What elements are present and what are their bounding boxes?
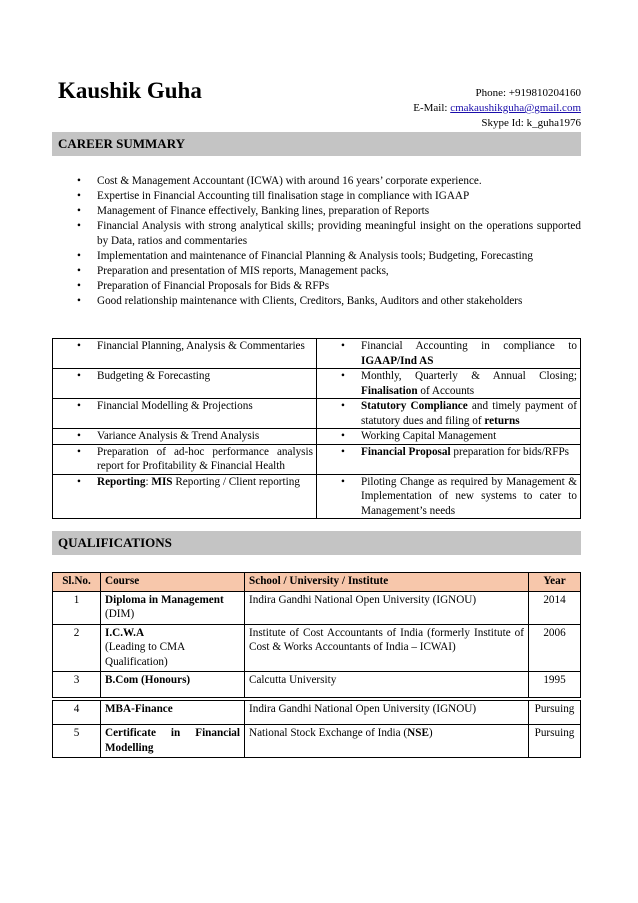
school-text: National Stock Exchange of India (: [249, 727, 408, 739]
course-note: (DIM): [105, 608, 135, 620]
skill-text: and timely payment of statutory dues and filing of: [361, 400, 577, 427]
skill-text: Variance Analysis & Trend Analysis: [97, 430, 260, 442]
sl-cell: 2: [53, 624, 101, 672]
qualifications-heading: QUALIFICATIONS: [52, 531, 581, 555]
table-row: [53, 701, 581, 725]
school-cell: Indira Gandhi National Open University (IGNOU): [245, 591, 529, 624]
column-header: School / University / Institute: [245, 573, 529, 592]
school-text: ): [428, 727, 433, 739]
table-row: [53, 725, 581, 758]
skill-text-bold: IGAAP/Ind AS: [361, 354, 434, 367]
year-cell: Pursuing: [529, 725, 581, 758]
skill-text-bold: Financial Proposal: [361, 445, 451, 458]
skills-table: [52, 338, 581, 519]
skill-text: preparation for bids/RFPs: [450, 445, 570, 458]
additional-qualifications-table: [52, 700, 581, 758]
school-text-bold: NSE: [407, 727, 429, 739]
list-item: • Management of Finance effectively, Banking lines, preparation of Reports: [52, 204, 581, 219]
qualifications-table: [52, 572, 581, 698]
skill-text: Working Capital Management: [361, 430, 497, 442]
list-item: • Preparation and presentation of MIS reports, Management packs,: [52, 264, 581, 279]
skill-text: Reporting / Client reporting: [172, 475, 300, 488]
year-cell: Pursuing: [529, 701, 581, 725]
column-header: Course: [101, 573, 245, 592]
sl-cell: 5: [53, 725, 101, 758]
skill-cell: [317, 429, 581, 445]
skill-cell: [53, 444, 317, 474]
phone-text: Phone: +919810204160: [475, 87, 581, 99]
table-row: [53, 591, 581, 624]
skill-text: Piloting Change as required by Management & Implementation of new systems to cater to Management’s needs: [361, 475, 577, 517]
career-summary-list: [52, 174, 581, 309]
course-name: Diploma in Management: [105, 593, 224, 606]
skill-text: Preparation of ad-hoc performance analysis report for Profitability & Financial Health: [97, 445, 313, 472]
candidate-name: Kaushik Guha: [58, 78, 202, 103]
list-item: • Implementation and maintenance of Financial Planning & Analysis tools; Budgeting, Forecasting: [52, 249, 581, 264]
table-row: [53, 474, 581, 519]
skill-text-bold: MIS: [151, 475, 173, 488]
skill-text-bold: returns: [484, 414, 520, 427]
skill-text-bold: Statutory Compliance: [361, 400, 468, 412]
table-row: [53, 399, 581, 429]
sl-cell: 4: [53, 701, 101, 725]
course-cell: [101, 591, 245, 624]
skill-text: Budgeting & Forecasting: [97, 370, 211, 382]
skill-text: Financial Modelling & Projections: [97, 400, 253, 412]
table-row: [53, 369, 581, 399]
skill-cell: [317, 369, 581, 399]
year-cell: 2006: [529, 624, 581, 672]
skype-text: Skype Id: k_guha1976: [481, 117, 581, 129]
course-cell: MBA-Finance: [101, 701, 245, 725]
email-link[interactable]: cmakaushikguha@gmail.com: [450, 102, 581, 114]
table-row: [53, 624, 581, 672]
course-name: I.C.W.A: [105, 626, 145, 639]
contact-block: [413, 86, 581, 131]
column-header: Year: [529, 573, 581, 592]
school-cell: Indira Gandhi National Open University (IGNOU): [245, 701, 529, 725]
list-item: • Preparation of Financial Proposals for Bids & RFPs: [52, 279, 581, 294]
school-cell: Institute of Cost Accountants of India (formerly Institute of Cost & Works Accountants of India – ICWAI): [245, 624, 529, 672]
email-label: E-Mail:: [413, 102, 451, 114]
school-cell: Calcutta University: [245, 672, 529, 698]
school-cell: [245, 725, 529, 758]
table-row: [53, 444, 581, 474]
course-cell: [101, 624, 245, 672]
list-item: • Cost & Management Accountant (ICWA) with around 16 years’ corporate experience.: [52, 174, 581, 189]
skill-text: of Accounts: [417, 384, 475, 397]
skill-text-bold: Reporting: [97, 475, 146, 488]
skill-text: Monthly, Quarterly & Annual Closing;: [361, 370, 577, 382]
email-line: [413, 101, 581, 116]
career-summary-heading: CAREER SUMMARY: [52, 132, 581, 156]
table-header-row: [53, 573, 581, 592]
course-note: (Leading to CMA Qualification): [105, 641, 185, 668]
table-row: [53, 339, 581, 369]
skill-cell: [53, 429, 317, 445]
skill-cell: [317, 444, 581, 474]
list-item: • Expertise in Financial Accounting till finalisation stage in compliance with IGAAP: [52, 189, 581, 204]
table-row: [53, 672, 581, 698]
sl-cell: 3: [53, 672, 101, 698]
table-row: [53, 429, 581, 445]
skill-text: Financial Accounting in compliance to: [361, 340, 577, 352]
course-cell: Certificate in Financial Modelling: [101, 725, 245, 758]
list-item: • Financial Analysis with strong analytical skills; providing meaningful insight on the operations supported by Data, ratios and commentaries: [52, 219, 581, 249]
year-cell: 2014: [529, 591, 581, 624]
skill-cell: [53, 474, 317, 519]
skill-cell: [53, 399, 317, 429]
sl-cell: 1: [53, 591, 101, 624]
skill-text: Financial Planning, Analysis & Commentaries: [97, 340, 305, 352]
course-cell: B.Com (Honours): [101, 672, 245, 698]
year-cell: 1995: [529, 672, 581, 698]
skill-cell: [53, 339, 317, 369]
skill-cell: [53, 369, 317, 399]
skill-cell: [317, 474, 581, 519]
column-header: Sl.No.: [53, 573, 101, 592]
skill-text-bold: Finalisation: [361, 384, 418, 397]
skill-text: :: [145, 475, 152, 488]
skill-cell: [317, 399, 581, 429]
list-item: • Good relationship maintenance with Clients, Creditors, Banks, Auditors and other stakeholders: [52, 294, 581, 309]
skill-cell: [317, 339, 581, 369]
